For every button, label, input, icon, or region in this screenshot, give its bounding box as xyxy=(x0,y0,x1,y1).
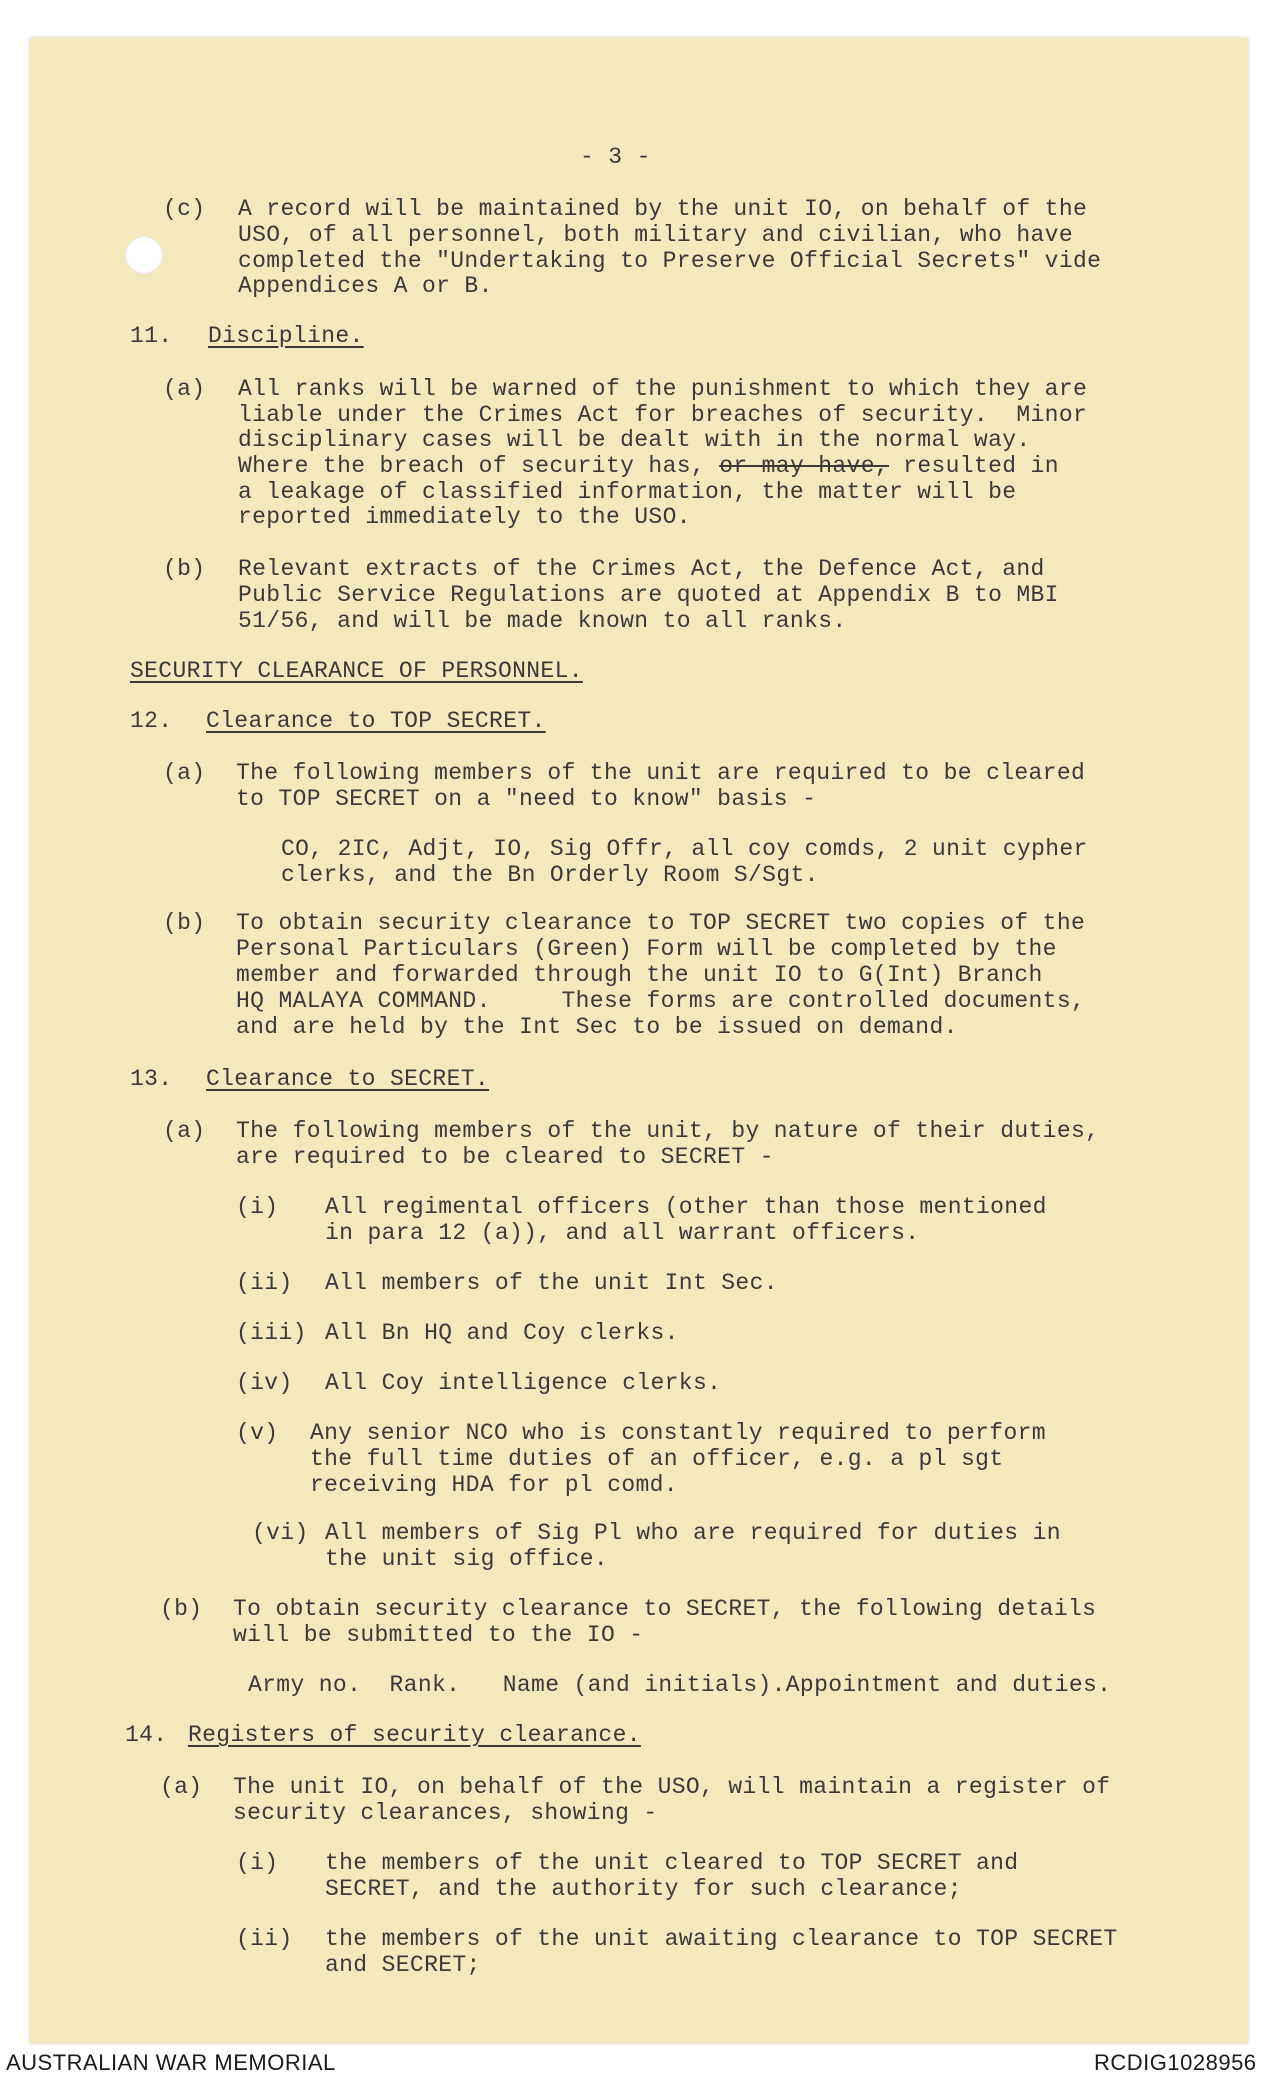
s11-b-line: Public Service Regulations are quoted at Appendix B to MBI xyxy=(238,582,1059,608)
s12-b-label: (b) xyxy=(163,910,206,936)
s12-b-line: To obtain security clearance to TOP SECRET two copies of the xyxy=(236,910,1086,936)
s12-b-line: Personal Particulars (Green) Form will be completed by the xyxy=(236,936,1057,962)
s13-item-line: in para 12 (a)), and all warrant officers. xyxy=(325,1220,920,1246)
s13-item-line: All members of Sig Pl who are required for duties in xyxy=(325,1520,1061,1546)
s13-item-label: (v) xyxy=(236,1420,279,1446)
s13-b-line: will be submitted to the IO - xyxy=(233,1622,644,1648)
s13-item-label: (iv) xyxy=(236,1370,293,1396)
s13-item-line: All Bn HQ and Coy clerks. xyxy=(325,1320,679,1346)
s14-item-label: (i) xyxy=(236,1850,279,1876)
s11-b-label: (b) xyxy=(163,556,206,582)
punch-hole xyxy=(125,236,163,274)
s11-a-line: disciplinary cases will be dealt with in the normal way. xyxy=(238,427,1031,453)
struck-text: or may have, xyxy=(719,453,890,479)
s12-b-line: HQ MALAYA COMMAND. These forms are controlled documents, xyxy=(236,988,1086,1014)
s12-list-line: clerks, and the Bn Orderly Room S/Sgt. xyxy=(281,862,819,888)
s14-item-line: the members of the unit awaiting clearance to TOP SECRET xyxy=(325,1926,1118,1952)
section-14-number: 14. xyxy=(125,1722,168,1748)
s12-b-line: and are held by the Int Sec to be issued on demand. xyxy=(236,1014,958,1040)
s14-a-line: The unit IO, on behalf of the USO, will maintain a register of xyxy=(233,1774,1111,1800)
s13-item-line: All regimental officers (other than those mentioned xyxy=(325,1194,1047,1220)
document-page xyxy=(30,38,1248,2043)
para-c-line: Appendices A or B. xyxy=(238,273,493,299)
section-13-number: 13. xyxy=(130,1066,173,1092)
s13-item-line: All members of the unit Int Sec. xyxy=(325,1270,778,1296)
s13-item-line: Any senior NCO who is constantly required to perform xyxy=(310,1420,1046,1446)
s13-item-label: (vi) xyxy=(252,1520,309,1546)
s14-item-line: the members of the unit cleared to TOP SECRET and xyxy=(325,1850,1019,1876)
s14-item-line: SECRET, and the authority for such clearance; xyxy=(325,1876,962,1902)
s14-item-label: (ii) xyxy=(236,1926,293,1952)
section-13-heading: Clearance to SECRET. xyxy=(206,1066,490,1092)
s13-item-line: the full time duties of an officer, e.g. a pl sgt xyxy=(310,1446,1004,1472)
s11-a-line: a leakage of classified information, the matter will be xyxy=(238,479,1017,505)
s14-a-line: security clearances, showing - xyxy=(233,1800,658,1826)
section-11-number: 11. xyxy=(130,323,173,349)
s14-item-line: and SECRET; xyxy=(325,1952,481,1978)
footer-institution: AUSTRALIAN WAR MEMORIAL xyxy=(6,2050,336,2075)
section-12-number: 12. xyxy=(130,708,173,734)
s13-b-label: (b) xyxy=(160,1596,203,1622)
section-12-heading: Clearance to TOP SECRET. xyxy=(206,708,546,734)
s13-item-label: (ii) xyxy=(236,1270,293,1296)
s13-b-line: To obtain security clearance to SECRET, the following details xyxy=(233,1596,1097,1622)
para-c-line: USO, of all personnel, both military and civilian, who have xyxy=(238,222,1073,248)
s12-b-line: member and forwarded through the unit IO to G(Int) Branch xyxy=(236,962,1043,988)
footer-record-id: RCDIG1028956 xyxy=(1094,2050,1257,2075)
s12-a-label: (a) xyxy=(163,760,206,786)
s11-a-label: (a) xyxy=(163,376,206,402)
s11-b-line: 51/56, and will be made known to all ranks. xyxy=(238,608,847,634)
section-heading: SECURITY CLEARANCE OF PERSONNEL. xyxy=(130,658,583,684)
page-number: - 3 - xyxy=(580,144,651,170)
s13-item-line: receiving HDA for pl comd. xyxy=(310,1472,678,1498)
para-c-line: completed the "Undertaking to Preserve Official Secrets" vide xyxy=(238,248,1102,274)
s13-details-line: Army no. Rank. Name (and initials).Appointment and duties. xyxy=(248,1672,1112,1698)
section-11-heading: Discipline. xyxy=(208,323,364,349)
s13-a-line: The following members of the unit, by nature of their duties, xyxy=(236,1118,1100,1144)
section-14-heading: Registers of security clearance. xyxy=(188,1722,641,1748)
para-c-label: (c) xyxy=(163,196,206,222)
s14-a-label: (a) xyxy=(160,1774,203,1800)
s13-item-line: the unit sig office. xyxy=(325,1546,609,1572)
s11-a-line: reported immediately to the USO. xyxy=(238,504,691,530)
s11-a-line: Where the breach of security has, or may have, resulted in xyxy=(238,453,1059,479)
s13-a-line: are required to be cleared to SECRET - xyxy=(236,1144,774,1170)
s12-list-line: CO, 2IC, Adjt, IO, Sig Offr, all coy comds, 2 unit cypher xyxy=(281,836,1088,862)
s13-item-label: (iii) xyxy=(236,1320,307,1346)
s13-a-label: (a) xyxy=(163,1118,206,1144)
s13-item-line: All Coy intelligence clerks. xyxy=(325,1370,722,1396)
s13-item-label: (i) xyxy=(236,1194,279,1220)
s11-a-line: All ranks will be warned of the punishment to which they are xyxy=(238,376,1088,402)
s12-a-line: to TOP SECRET on a "need to know" basis - xyxy=(236,786,817,812)
para-c-line: A record will be maintained by the unit IO, on behalf of the xyxy=(238,196,1088,222)
s11-a-line: liable under the Crimes Act for breaches of security. Minor xyxy=(238,402,1088,428)
s12-a-line: The following members of the unit are required to be cleared xyxy=(236,760,1086,786)
s11-b-line: Relevant extracts of the Crimes Act, the Defence Act, and xyxy=(238,556,1045,582)
